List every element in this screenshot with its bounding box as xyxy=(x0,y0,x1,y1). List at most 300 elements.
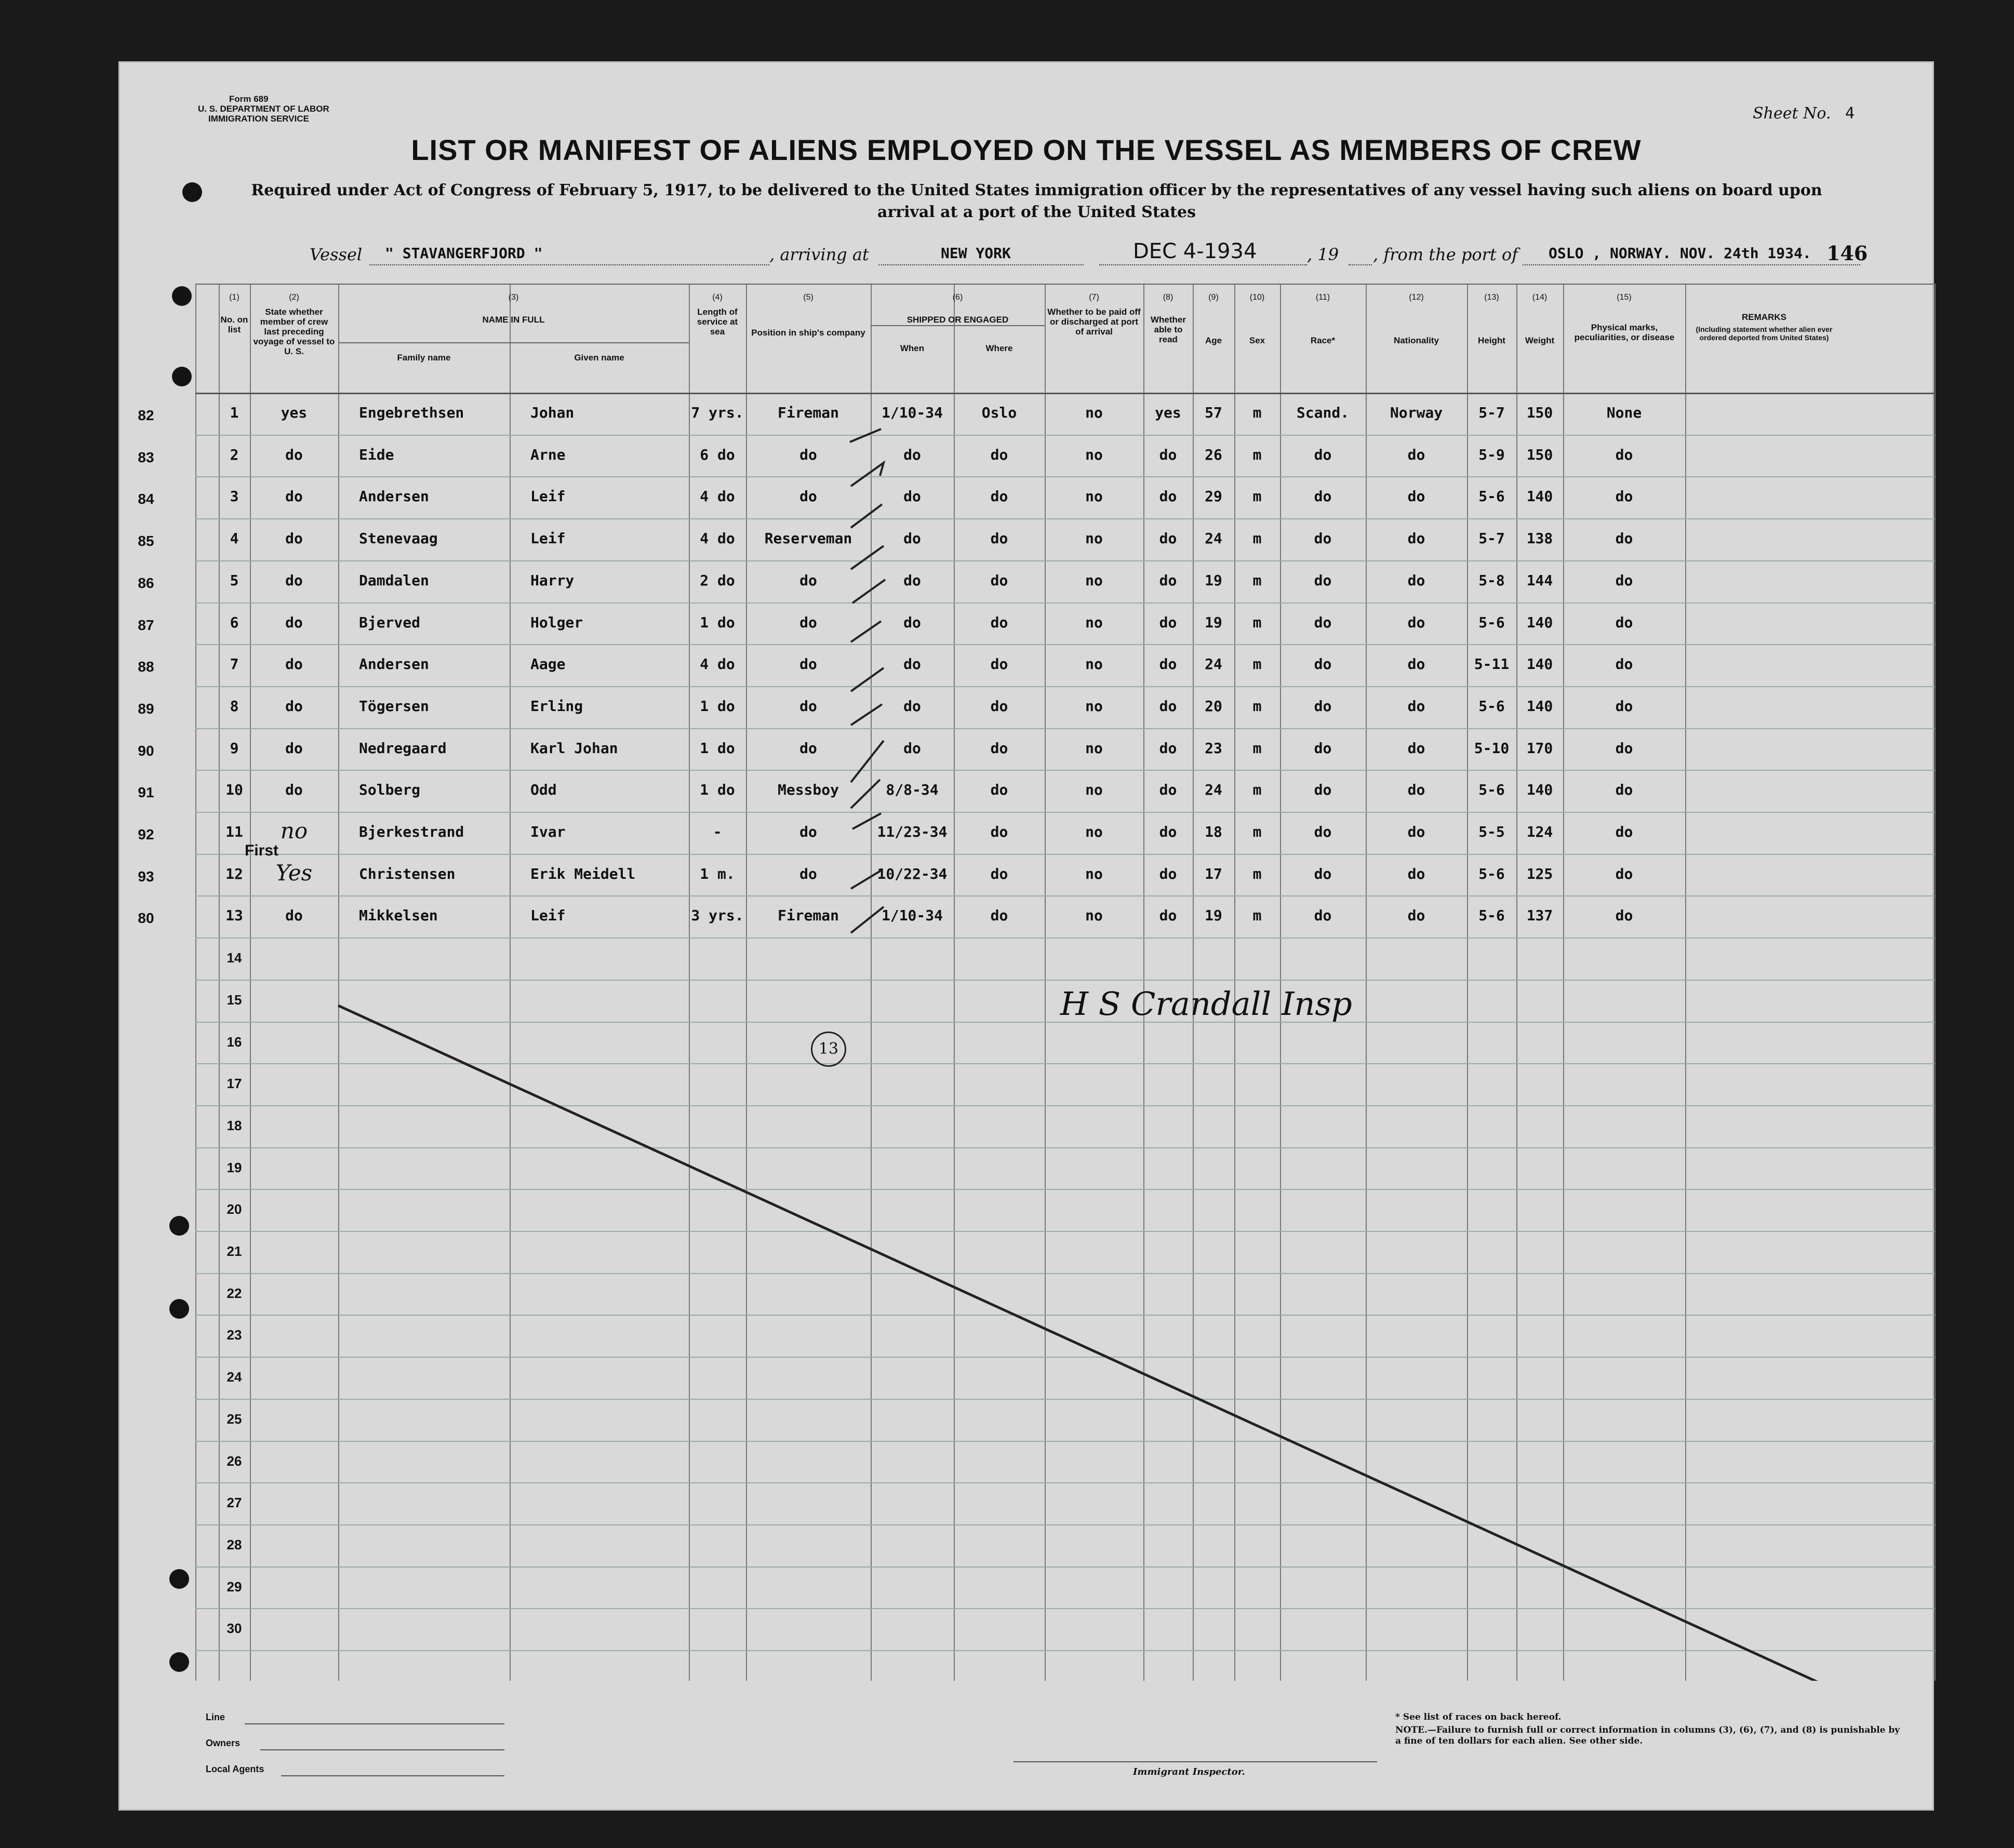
cell-shipped-when: 8/8-34 xyxy=(886,781,939,798)
header-sex: Sex xyxy=(1249,336,1265,345)
empty-row-number: 24 xyxy=(226,1369,242,1385)
cell-length-of-service: 4 do xyxy=(700,488,735,505)
year-label: , 19 xyxy=(1307,245,1339,264)
arriving-port: NEW YORK xyxy=(941,245,1011,262)
cell-height: 5-10 xyxy=(1474,740,1510,757)
local-agents-label: Local Agents xyxy=(206,1764,264,1774)
cell-list-number: 2 xyxy=(230,446,239,463)
cell-position: do xyxy=(799,823,817,840)
cell-sex: m xyxy=(1252,655,1262,673)
cell-family-name: Bjerved xyxy=(359,614,421,631)
col-number-7: (7) xyxy=(1089,293,1099,302)
cell-able-to-read: do xyxy=(1159,572,1177,589)
cell-weight: 140 xyxy=(1526,698,1553,715)
cell-given-name: Odd xyxy=(530,781,557,798)
cell-able-to-read: do xyxy=(1159,614,1177,631)
cell-shipped-when: do xyxy=(903,698,921,715)
cell-paid-off: no xyxy=(1085,446,1103,463)
cell-paid-off: no xyxy=(1085,488,1103,505)
cell-family-name: Eide xyxy=(359,446,394,463)
manifest-ref-number: 88 xyxy=(138,659,154,675)
cell-shipped-where: Oslo xyxy=(981,404,1017,421)
col-number-15: (15) xyxy=(1617,293,1632,302)
cell-race: do xyxy=(1314,740,1332,757)
cell-able-to-read: do xyxy=(1159,655,1177,673)
vessel-name: " STAVANGERFJORD " xyxy=(385,245,543,262)
cell-nationality: Norway xyxy=(1390,404,1443,421)
cell-physical-marks: do xyxy=(1615,655,1633,673)
cell-previous-voyage: yes xyxy=(281,404,308,421)
cell-list-number: 4 xyxy=(230,530,239,547)
from-label: , from the port of xyxy=(1373,245,1518,264)
cell-weight: 140 xyxy=(1526,655,1553,673)
cell-shipped-when: do xyxy=(903,614,921,631)
cell-height: 5-6 xyxy=(1478,614,1505,631)
cell-family-name: Christensen xyxy=(359,865,456,882)
cell-able-to-read: do xyxy=(1159,740,1177,757)
first-voyage-note: First xyxy=(245,842,279,859)
cell-shipped-where: do xyxy=(990,446,1008,463)
header-physical-marks: Physical marks, peculiarities, or disease xyxy=(1574,323,1675,342)
empty-row-number: 25 xyxy=(226,1411,242,1427)
cell-position: Reserveman xyxy=(764,530,852,547)
cell-race: do xyxy=(1314,907,1332,924)
cell-list-number: 13 xyxy=(225,907,243,924)
cell-paid-off: no xyxy=(1085,655,1103,673)
cell-height: 5-9 xyxy=(1478,446,1505,463)
cell-position: do xyxy=(799,446,817,463)
cell-sex: m xyxy=(1252,740,1262,757)
cell-list-number: 3 xyxy=(230,488,239,505)
header-remarks: REMARKS xyxy=(1742,312,1786,322)
manifest-ref-number: 89 xyxy=(138,701,154,717)
cell-weight: 125 xyxy=(1526,865,1553,882)
vessel-line xyxy=(120,239,1932,271)
cell-family-name: Solberg xyxy=(359,781,421,798)
header-paid-off: Whether to be paid off or discharged at port of arrival xyxy=(1047,307,1141,337)
cell-length-of-service: - xyxy=(713,823,722,840)
cell-given-name: Ivar xyxy=(530,823,566,840)
arriving-label: , arriving at xyxy=(769,245,869,264)
header-given-name: Given name xyxy=(574,353,624,363)
header-able-to-read: Whether able to read xyxy=(1151,315,1186,344)
cell-age: 24 xyxy=(1205,781,1222,798)
empty-row-number: 26 xyxy=(226,1453,242,1469)
cell-paid-off: no xyxy=(1085,698,1103,715)
circled-count: 13 xyxy=(811,1032,846,1067)
cell-family-name: Stenevaag xyxy=(359,530,438,547)
punch-hole xyxy=(169,1216,189,1236)
cell-paid-off: no xyxy=(1085,572,1103,589)
cell-family-name: Nedregaard xyxy=(359,740,447,757)
cell-age: 24 xyxy=(1205,655,1222,673)
header-height: Height xyxy=(1478,336,1505,345)
cell-physical-marks: do xyxy=(1615,572,1633,589)
cell-family-name: Bjerkestrand xyxy=(359,823,464,840)
cell-position: Messboy xyxy=(777,781,839,798)
date-stamp: DEC 4-1934 xyxy=(1133,239,1257,263)
col-number-10: (10) xyxy=(1249,293,1265,302)
header-family-name: Family name xyxy=(397,353,451,363)
cell-sex: m xyxy=(1252,865,1262,882)
cell-sex: m xyxy=(1252,572,1262,589)
cell-list-number: 9 xyxy=(230,740,239,757)
manifest-ref-number: 90 xyxy=(138,743,154,759)
cell-sex: m xyxy=(1252,488,1262,505)
cell-list-number: 6 xyxy=(230,614,239,631)
cell-shipped-when: 1/10-34 xyxy=(881,404,943,421)
cell-position: do xyxy=(799,614,817,631)
cell-length-of-service: 6 do xyxy=(700,446,735,463)
cell-length-of-service: 1 do xyxy=(700,614,735,631)
cell-list-number: 5 xyxy=(230,572,239,589)
cell-physical-marks: do xyxy=(1615,614,1633,631)
cell-age: 19 xyxy=(1205,907,1222,924)
crew-table xyxy=(138,284,1935,1681)
cell-position: Fireman xyxy=(777,907,839,924)
cell-given-name: Erling xyxy=(530,698,583,715)
header-race: Race* xyxy=(1310,336,1336,345)
manifest-ref-number: 83 xyxy=(138,449,154,465)
cell-shipped-where: do xyxy=(990,740,1008,757)
manifest-ref-number: 84 xyxy=(138,491,154,507)
cell-shipped-when: do xyxy=(903,488,921,505)
cell-position: do xyxy=(799,655,817,673)
races-note: * See list of races on back hereof. xyxy=(1395,1712,1562,1722)
cell-able-to-read: do xyxy=(1159,781,1177,798)
cell-height: 5-6 xyxy=(1478,781,1505,798)
page-title: LIST OR MANIFEST OF ALIENS EMPLOYED ON THE VESSEL AS MEMBERS OF CREW xyxy=(411,133,1642,166)
col-number-1: (1) xyxy=(229,293,239,302)
header-no-on-list: No. on list xyxy=(220,315,248,334)
punch-hole xyxy=(182,182,202,202)
cell-race: do xyxy=(1314,655,1332,673)
manifest-footer xyxy=(120,1696,1932,1811)
cell-position: do xyxy=(799,740,817,757)
empty-row-number: 19 xyxy=(226,1160,242,1175)
punch-hole xyxy=(172,367,192,386)
manifest-ref-number: 80 xyxy=(138,910,154,926)
cell-sex: m xyxy=(1252,614,1262,631)
cell-physical-marks: do xyxy=(1615,865,1633,882)
cell-nationality: do xyxy=(1407,740,1425,757)
cell-nationality: do xyxy=(1407,614,1425,631)
cell-given-name: Aage xyxy=(530,655,566,673)
cell-weight: 144 xyxy=(1526,572,1553,589)
cell-height: 5-5 xyxy=(1478,823,1505,840)
page-subtitle: Required under Act of Congress of February 5, 1917, to be delivered to the United States immigration officer by the representatives of any vessel having such aliens on board upon arrival at a port of the United States xyxy=(251,181,1822,221)
col-number-13: (13) xyxy=(1484,293,1499,302)
cell-age: 23 xyxy=(1205,740,1222,757)
cell-sex: m xyxy=(1252,404,1262,421)
cell-paid-off: no xyxy=(1085,740,1103,757)
cell-family-name: Mikkelsen xyxy=(359,907,438,924)
cell-height: 5-6 xyxy=(1478,698,1505,715)
cell-previous-voyage: do xyxy=(285,530,303,547)
cell-age: 19 xyxy=(1205,572,1222,589)
cell-position: do xyxy=(799,698,817,715)
cell-height: 5-11 xyxy=(1474,655,1510,673)
header-weight: Weight xyxy=(1525,336,1555,345)
header-when: When xyxy=(900,343,925,353)
penalty-note: NOTE.—Failure to furnish full or correct information in columns (3), (6), (7), and (8) is punishable by a fine of ten dollars for each alien. See other side. xyxy=(1395,1725,1900,1746)
cell-family-name: Engebrethsen xyxy=(359,404,464,421)
header-shipped-engaged: SHIPPED OR ENGAGED xyxy=(906,315,1009,325)
cell-previous-voyage: do xyxy=(285,907,303,924)
cell-list-number: 8 xyxy=(230,698,239,715)
cell-nationality: do xyxy=(1407,530,1425,547)
cell-position: do xyxy=(799,572,817,589)
cell-shipped-where: do xyxy=(990,865,1008,882)
punch-hole xyxy=(169,1569,189,1589)
cell-family-name: Tögersen xyxy=(359,698,429,715)
cell-shipped-where: do xyxy=(990,655,1008,673)
page-number: 146 xyxy=(1826,242,1868,265)
cell-nationality: do xyxy=(1407,823,1425,840)
header-where: Where xyxy=(985,343,1013,353)
empty-row-number: 29 xyxy=(226,1579,242,1595)
cell-paid-off: no xyxy=(1085,404,1103,421)
cell-given-name: Karl Johan xyxy=(530,740,618,757)
col-number-3: (3) xyxy=(508,293,519,302)
empty-row-number: 23 xyxy=(226,1327,242,1343)
cell-able-to-read: do xyxy=(1159,865,1177,882)
cell-sex: m xyxy=(1252,698,1262,715)
cell-given-name: Leif xyxy=(530,488,566,505)
vessel-label: Vessel xyxy=(310,245,363,264)
cell-able-to-read: do xyxy=(1159,530,1177,547)
manifest-ref-number: 93 xyxy=(138,868,154,885)
cell-weight: 138 xyxy=(1526,530,1553,547)
from-port: OSLO , NORWAY. NOV. 24th 1934. xyxy=(1549,245,1811,262)
cell-length-of-service: 1 do xyxy=(700,740,735,757)
cell-physical-marks: do xyxy=(1615,823,1633,840)
form-number: Form 689 xyxy=(229,94,269,104)
cell-height: 5-7 xyxy=(1478,530,1505,547)
cell-sex: m xyxy=(1252,907,1262,924)
col-number-5: (5) xyxy=(803,293,813,302)
empty-row-number: 30 xyxy=(226,1621,242,1636)
col-number-4: (4) xyxy=(712,293,723,302)
empty-row-number: 28 xyxy=(226,1537,242,1552)
owners-label: Owners xyxy=(206,1738,241,1748)
cell-nationality: do xyxy=(1407,572,1425,589)
cell-weight: 140 xyxy=(1526,614,1553,631)
cell-able-to-read: do xyxy=(1159,907,1177,924)
cell-paid-off: no xyxy=(1085,614,1103,631)
immigrant-inspector-label: Immigrant Inspector. xyxy=(1133,1766,1245,1777)
cell-shipped-when: 10/22-34 xyxy=(877,865,948,882)
cell-age: 57 xyxy=(1205,404,1222,421)
cell-previous-voyage: do xyxy=(285,488,303,505)
cell-age: 18 xyxy=(1205,823,1222,840)
cell-age: 29 xyxy=(1205,488,1222,505)
cell-shipped-when: do xyxy=(903,530,921,547)
form-info xyxy=(198,94,329,124)
cell-position: do xyxy=(799,488,817,505)
cell-sex: m xyxy=(1252,781,1262,798)
cell-paid-off: no xyxy=(1085,907,1103,924)
cell-race: do xyxy=(1314,488,1332,505)
col-number-9: (9) xyxy=(1208,293,1219,302)
cell-length-of-service: 2 do xyxy=(700,572,735,589)
cell-given-name: Erik Meidell xyxy=(530,865,636,882)
cell-previous-voyage: do xyxy=(285,698,303,715)
empty-row-number: 20 xyxy=(226,1201,242,1217)
cell-paid-off: no xyxy=(1085,530,1103,547)
line-label: Line xyxy=(206,1712,225,1722)
cell-paid-off: no xyxy=(1085,781,1103,798)
cell-shipped-when: 11/23-34 xyxy=(877,823,948,840)
cell-weight: 150 xyxy=(1526,446,1553,463)
cell-shipped-where: do xyxy=(990,823,1008,840)
empty-row-number: 14 xyxy=(226,950,242,966)
cell-shipped-when: do xyxy=(903,740,921,757)
cell-physical-marks: do xyxy=(1615,446,1633,463)
cell-age: 26 xyxy=(1205,446,1222,463)
cell-length-of-service: 4 do xyxy=(700,655,735,673)
manifest-ref-number: 86 xyxy=(138,575,154,591)
cell-paid-off: no xyxy=(1085,865,1103,882)
cell-physical-marks: None xyxy=(1606,404,1642,421)
header-nationality: Nationality xyxy=(1394,336,1439,345)
empty-row-number: 22 xyxy=(226,1285,242,1301)
cell-given-name: Leif xyxy=(530,530,566,547)
cell-shipped-where: do xyxy=(990,530,1008,547)
punch-hole xyxy=(169,1652,189,1672)
cell-weight: 170 xyxy=(1526,740,1553,757)
cell-paid-off: no xyxy=(1085,823,1103,840)
cell-able-to-read: yes xyxy=(1155,404,1181,421)
cell-shipped-where: do xyxy=(990,572,1008,589)
header-previous-voyage: State whether member of crew last preceding voyage of vessel to U. S. xyxy=(253,307,335,356)
cell-able-to-read: do xyxy=(1159,698,1177,715)
check-marks xyxy=(195,284,1935,1681)
header-age: Age xyxy=(1205,336,1222,345)
cell-shipped-where: do xyxy=(990,781,1008,798)
cell-race: do xyxy=(1314,865,1332,882)
cell-given-name: Harry xyxy=(530,572,575,589)
cell-previous-voyage: do xyxy=(285,446,303,463)
cell-physical-marks: do xyxy=(1615,907,1633,924)
cell-age: 20 xyxy=(1205,698,1222,715)
cell-physical-marks: do xyxy=(1615,530,1633,547)
cell-previous-voyage: do xyxy=(285,572,303,589)
cell-nationality: do xyxy=(1407,698,1425,715)
cell-height: 5-6 xyxy=(1478,907,1505,924)
cell-length-of-service: 4 do xyxy=(700,530,735,547)
cell-nationality: do xyxy=(1407,655,1425,673)
cell-previous-voyage: do xyxy=(285,781,303,798)
cell-shipped-where: do xyxy=(990,488,1008,505)
cell-physical-marks: do xyxy=(1615,781,1633,798)
cell-weight: 124 xyxy=(1526,823,1553,840)
cell-race: do xyxy=(1314,530,1332,547)
cell-physical-marks: do xyxy=(1615,488,1633,505)
cell-race: do xyxy=(1314,572,1332,589)
manifest-sheet xyxy=(118,61,1934,1811)
header-name-in-full: NAME IN FULL xyxy=(482,315,545,325)
cell-family-name: Damdalen xyxy=(359,572,429,589)
cell-race: do xyxy=(1314,614,1332,631)
cell-length-of-service: 1 do xyxy=(700,698,735,715)
header-remarks-note: (Including statement whether alien ever ordered deported from United States) xyxy=(1696,325,1833,342)
cell-shipped-when: 1/10-34 xyxy=(881,907,943,924)
manifest-ref-number: 85 xyxy=(138,533,154,549)
cell-list-number: 11 xyxy=(225,823,243,840)
cell-length-of-service: 1 m. xyxy=(700,865,735,882)
empty-row-number: 17 xyxy=(226,1076,242,1091)
manifest-ref-number: 87 xyxy=(138,617,154,633)
cell-given-name: Leif xyxy=(530,907,566,924)
empty-row-number: 15 xyxy=(226,992,242,1008)
cell-nationality: do xyxy=(1407,446,1425,463)
cell-previous-voyage: Yes xyxy=(275,860,313,886)
cell-family-name: Andersen xyxy=(359,488,429,505)
cell-nationality: do xyxy=(1407,907,1425,924)
cell-length-of-service: 7 yrs. xyxy=(691,404,744,421)
cell-shipped-when: do xyxy=(903,655,921,673)
col-number-14: (14) xyxy=(1532,293,1548,302)
cell-length-of-service: 3 yrs. xyxy=(691,907,744,924)
inspector-signature: H S Crandall Insp xyxy=(1060,985,1352,1023)
cell-able-to-read: do xyxy=(1159,488,1177,505)
empty-row-number: 21 xyxy=(226,1243,242,1259)
cell-race: do xyxy=(1314,446,1332,463)
sheet-number-label: Sheet No. xyxy=(1753,104,1831,123)
cell-length-of-service: 1 do xyxy=(700,781,735,798)
cell-nationality: do xyxy=(1407,781,1425,798)
cell-weight: 137 xyxy=(1526,907,1553,924)
cell-age: 19 xyxy=(1205,614,1222,631)
cell-given-name: Johan xyxy=(530,404,575,421)
sheet-number xyxy=(1753,104,1855,123)
cell-race: do xyxy=(1314,781,1332,798)
cell-list-number: 10 xyxy=(225,781,243,798)
col-number-11: (11) xyxy=(1315,293,1330,302)
sheet-number-value: 4 xyxy=(1845,104,1855,123)
manifest-ref-number: 91 xyxy=(138,784,154,800)
cell-given-name: Holger xyxy=(530,614,583,631)
cell-position: Fireman xyxy=(777,404,839,421)
empty-row-number: 27 xyxy=(226,1495,242,1510)
col-number-12: (12) xyxy=(1409,293,1424,302)
cell-previous-voyage: do xyxy=(285,614,303,631)
cell-weight: 150 xyxy=(1526,404,1553,421)
cell-race: Scand. xyxy=(1296,404,1350,421)
cell-shipped-when: do xyxy=(903,572,921,589)
cell-age: 17 xyxy=(1205,865,1222,882)
empty-row-number: 16 xyxy=(226,1034,242,1050)
cell-shipped-where: do xyxy=(990,698,1008,715)
punch-hole xyxy=(169,1299,189,1319)
cell-given-name: Arne xyxy=(530,446,566,463)
cell-age: 24 xyxy=(1205,530,1222,547)
cell-weight: 140 xyxy=(1526,488,1553,505)
cell-previous-voyage: do xyxy=(285,740,303,757)
cell-list-number: 1 xyxy=(230,404,239,421)
col-number-8: (8) xyxy=(1163,293,1173,302)
cell-previous-voyage: no xyxy=(280,818,308,843)
header-length-of-service: Length of service at sea xyxy=(697,307,738,337)
cell-physical-marks: do xyxy=(1615,740,1633,757)
cell-height: 5-7 xyxy=(1478,404,1505,421)
cell-family-name: Andersen xyxy=(359,655,429,673)
cell-position: do xyxy=(799,865,817,882)
empty-row-number: 18 xyxy=(226,1118,242,1133)
punch-hole xyxy=(172,286,192,306)
cell-shipped-where: do xyxy=(990,907,1008,924)
